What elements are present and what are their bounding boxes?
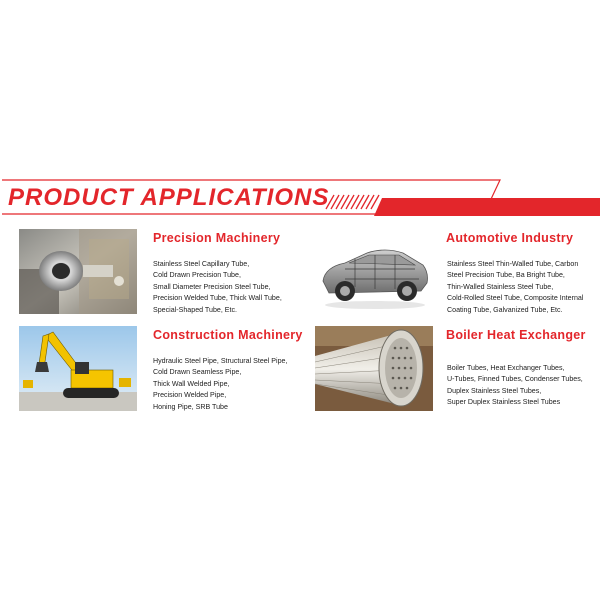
heat-exchanger-tube-bundle-photo xyxy=(315,326,433,411)
card-title: Precision Machinery xyxy=(153,231,281,245)
excavator-photo xyxy=(19,326,137,411)
card-product-list: Boiler Tubes, Heat Exchanger Tubes, U-Tubes, Finned Tubes, Condenser Tubes, Duplex Stainless Steel Tubes, Super Duplex Stainless Steel Tubes xyxy=(447,364,583,407)
card-product-list: Stainless Steel Capillary Tube, Cold Drawn Precision Tube, Small Diameter Precision Steel Tube, Precision Welded Tube, Thick Wall Tube, Special-Shaped Tube, Etc. xyxy=(153,260,282,314)
machinery-bearing-photo xyxy=(19,229,137,314)
card-title: Boiler Heat Exchanger xyxy=(446,328,586,342)
card-product-list: Stainless Steel Thin-Walled Tube, Carbon Steel Precision Tube, Ba Bright Tube, Thin-Walled Stainless Steel Tube, Cold-Rolled Steel Tube, Composite Internal Coating Tube, Galvanized Tube, Etc. xyxy=(447,260,584,314)
card-title: Automotive Industry xyxy=(446,231,574,245)
banner-title: PRODUCT APPLICATIONS xyxy=(8,184,330,211)
card-title: Construction Machinery xyxy=(153,328,303,342)
card-product-list: Hydraulic Steel Pipe, Structural Steel Pipe, Cold Drawn Seamless Pipe, Thick Wall Welded Pipe, Precision Welded Pipe, Honing Pipe, SRB Tube xyxy=(153,357,288,411)
car-chassis-photo xyxy=(315,229,433,314)
